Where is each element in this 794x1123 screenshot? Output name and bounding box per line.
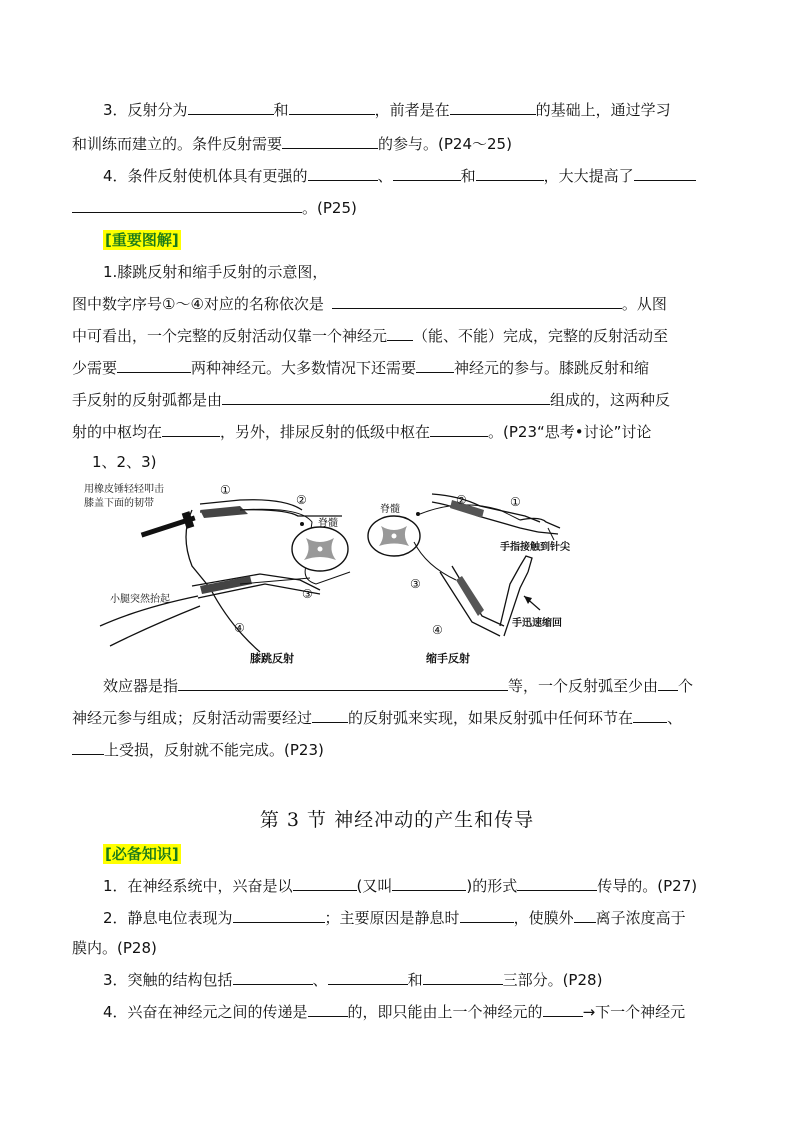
s2-line-1: 2．静息电位表现为 ；主要原因是静息时 ，使膜外 离子浓度高于 — [103, 909, 686, 927]
eff-line-1: 效应器是指 等，一个反射弧至少由 个 — [103, 677, 694, 695]
blank[interactable] — [392, 876, 466, 891]
fig-line-3: 中可看出，一个完整的反射活动仅靠一个神经元 （能、不能）完成，完整的反射活动至 — [72, 327, 669, 345]
blank[interactable] — [332, 294, 622, 309]
blank[interactable] — [393, 166, 461, 181]
num-2-left: ② — [296, 493, 307, 507]
blank[interactable] — [308, 1002, 348, 1017]
blank[interactable] — [282, 134, 378, 149]
blank[interactable] — [634, 166, 696, 181]
reflex-diagram — [80, 476, 720, 672]
blank[interactable] — [460, 908, 514, 923]
blank[interactable] — [312, 708, 348, 723]
s4-line: 4．兴奋在神经元之间的传递是 的，即只能由上一个神经元的 →下一个神经元 — [103, 1003, 686, 1021]
blank[interactable] — [416, 358, 454, 373]
withdrawal-label-2: 手迅速缩回 — [512, 618, 562, 629]
s2-line-2: 膜内。(P28) — [72, 939, 157, 957]
num-4-left: ④ — [234, 621, 245, 635]
q4-line-1: 4．条件反射使机体具有更强的 、 和 ，大大提高了 — [103, 166, 696, 186]
q3-line-2: 和训练而建立的。条件反射需要 的参与。(P24～25) — [72, 135, 512, 153]
blank[interactable] — [328, 970, 408, 985]
blank[interactable] — [293, 876, 357, 891]
spinal-cord-left — [292, 522, 348, 571]
blank[interactable] — [233, 970, 313, 985]
num-3-right: ③ — [410, 577, 421, 591]
blank[interactable] — [233, 908, 325, 923]
fig-line-1: 1.膝跳反射和缩手反射的示意图， — [103, 263, 328, 281]
spinal-label-left: 脊髓 — [318, 518, 338, 529]
blank[interactable] — [308, 166, 378, 181]
s1-line: 1．在神经系统中，兴奋是以 (又叫 )的形式 传导的。(P27) — [103, 877, 698, 895]
blank[interactable] — [543, 1002, 583, 1017]
s3-line: 3．突触的结构包括 、 和 三部分。(P28) — [103, 971, 603, 989]
withdrawal-label-1: 手指接触到针尖 — [500, 542, 570, 553]
fig-line-7: 1、2、3) — [92, 453, 157, 471]
fig-line-5: 手反射的反射弧都是由 组成的，这两种反 — [72, 391, 671, 409]
blank[interactable] — [430, 422, 488, 437]
fig-line-2: 图中数字序号①～④对应的名称依次是 。从图 — [72, 295, 667, 313]
fig-line-6: 射的中枢均在 ，另外，排尿反射的低级中枢在 。(P23“思考•讨论”讨论 — [72, 423, 652, 441]
fig-line-4: 少需要 两种神经元。大多数情况下还需要 神经元的参与。膝跳反射和缩 — [72, 359, 650, 377]
blank[interactable] — [162, 422, 220, 437]
blank[interactable] — [517, 876, 597, 891]
section-title: 第 3 节 神经冲动的产生和传导 — [259, 809, 535, 831]
withdrawal-figure — [414, 494, 560, 636]
caption-knee-jerk: 膝跳反射 — [250, 652, 294, 665]
q4-line-2: 。(P25) — [72, 198, 357, 218]
blank[interactable] — [423, 970, 503, 985]
num-1-right: ① — [510, 495, 521, 509]
knee-label-1: 用橡皮锤轻轻叩击 — [84, 484, 164, 495]
blank[interactable] — [658, 676, 678, 691]
section-tag-knowledge: [必备知识] — [105, 845, 179, 863]
num-4-right: ④ — [432, 623, 443, 637]
blank[interactable] — [289, 100, 375, 115]
eff-line-2: 神经元参与组成；反射活动需要经过 的反射弧来实现，如果反射弧中任何环节在 、 — [72, 709, 683, 727]
blank[interactable] — [72, 198, 302, 213]
section-tag-figure: [重要图解] — [105, 231, 179, 249]
blank[interactable] — [633, 708, 667, 723]
blank[interactable] — [188, 100, 274, 115]
blank[interactable] — [178, 676, 508, 691]
spinal-cord-right — [368, 512, 420, 556]
blank[interactable] — [574, 908, 596, 923]
q3-line-1: 3．反射分为 和 ，前者是在 的基础上，通过学习 — [103, 101, 671, 119]
knee-label-2: 膝盖下面的韧带 — [84, 498, 154, 509]
blank[interactable] — [222, 390, 550, 405]
caption-withdrawal: 缩手反射 — [426, 652, 470, 665]
blank[interactable] — [450, 100, 536, 115]
spinal-label-right: 脊髓 — [380, 504, 400, 515]
blank[interactable] — [476, 166, 544, 181]
blank[interactable] — [117, 358, 191, 373]
num-1-left: ① — [220, 483, 231, 497]
blank[interactable] — [72, 740, 104, 755]
knee-label-3: 小腿突然抬起 — [110, 594, 170, 605]
eff-line-3: 上受损，反射就不能完成。(P23) — [72, 740, 324, 760]
blank[interactable] — [387, 326, 413, 341]
num-3-left: ③ — [302, 587, 313, 601]
num-2-right: ② — [456, 493, 467, 507]
knee-jerk-figure — [100, 500, 350, 652]
